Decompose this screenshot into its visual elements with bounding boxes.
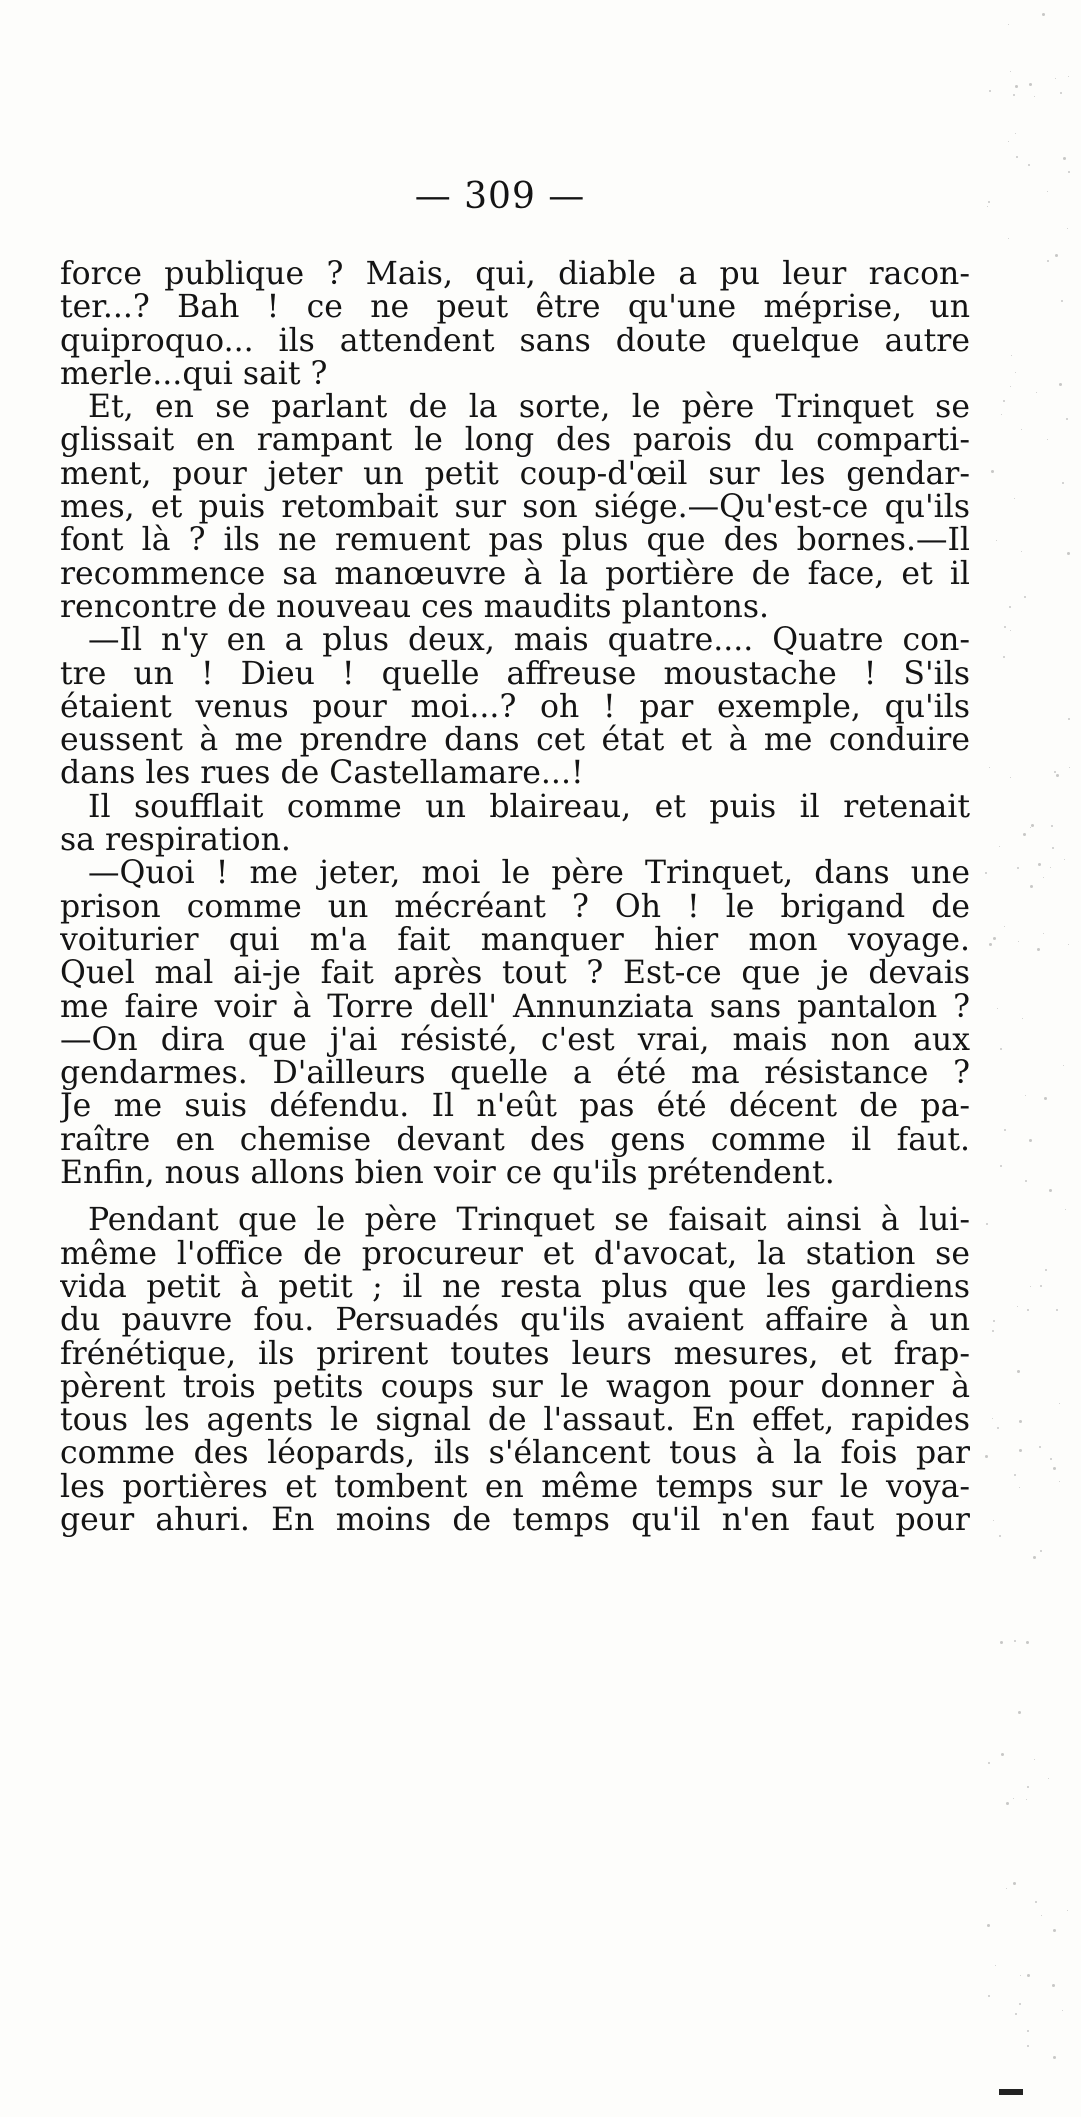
speckle xyxy=(993,937,996,940)
speckle xyxy=(1015,2013,1017,2015)
text-line: recommence sa manœuvre à la portière de face, et il xyxy=(60,557,970,591)
speckle xyxy=(1050,867,1051,868)
speckle xyxy=(1030,885,1033,888)
speckle xyxy=(1029,83,1032,86)
speckle xyxy=(1068,76,1069,77)
speckle xyxy=(1069,767,1070,768)
paragraph-gap xyxy=(60,1190,970,1204)
speckle xyxy=(1021,429,1022,430)
speckle xyxy=(989,90,991,92)
speckle xyxy=(1067,228,1068,229)
speckle xyxy=(1008,141,1009,142)
speckle xyxy=(1053,2056,1056,2059)
text-line: comme des léopards, ils s'élancent tous à la fois par xyxy=(60,1437,970,1471)
speckle xyxy=(1027,2045,1029,2047)
page-number: — 309 — xyxy=(414,176,586,217)
text-line: quiproquo... ils attendent sans doute quelque autre xyxy=(60,324,970,358)
speckle xyxy=(1067,1910,1068,1911)
text-line: Enfin, nous allons bien voir ce qu'ils prétendent. xyxy=(60,1157,835,1191)
text-line: tre un ! Dieu ! quelle affreuse moustache ! S'ils xyxy=(60,657,970,691)
speckle xyxy=(988,1995,990,1997)
text-line: glissait en rampant le long des parois du comparti- xyxy=(60,424,970,458)
speckle xyxy=(1047,191,1048,192)
speckle xyxy=(1027,1974,1030,1977)
speckle xyxy=(999,846,1000,847)
speckle xyxy=(1055,254,1058,257)
speckle xyxy=(1043,877,1044,878)
speckle xyxy=(1059,383,1062,386)
text-line: rencontre de nouveau ces maudits plantons. xyxy=(60,590,769,625)
text-line: Je me suis défendu. Il n'eût pas été décent de pa- xyxy=(60,1090,970,1124)
speckle xyxy=(1004,926,1005,927)
speckle xyxy=(1008,24,1009,25)
speckle xyxy=(1010,777,1011,778)
text-line: font là ? ils ne remuent pas plus que des bornes.—Il xyxy=(60,524,970,558)
text-line: mes, et puis retombait sur son siége.—Qu'est-ce qu'ils xyxy=(60,491,970,525)
text-line: —Quoi ! me jeter, moi le père Trinquet, dans une xyxy=(88,857,970,891)
speckle xyxy=(1000,1048,1002,1050)
speckle xyxy=(1015,372,1016,373)
speckle xyxy=(989,767,990,768)
text-line: sa respiration. xyxy=(60,824,291,858)
text-line: prison comme un mécréant ? Oh ! le brigand de xyxy=(60,890,970,924)
text-line: —On dira que j'ai résisté, c'est vrai, mais non aux xyxy=(60,1023,970,1058)
speckle xyxy=(1003,656,1005,658)
speckle xyxy=(1045,1269,1047,1271)
speckle xyxy=(1003,400,1005,402)
speckle xyxy=(1035,1901,1037,1903)
text-line: Quel mal ai-je fait après tout ? Est-ce que je devais xyxy=(60,957,970,991)
speckle xyxy=(1014,1474,1016,1476)
speckle xyxy=(1013,1882,1016,1885)
text-line: eussent à me prendre dans cet état et à me conduire xyxy=(60,724,970,758)
speckle xyxy=(1031,824,1034,827)
speckle xyxy=(1066,418,1068,420)
text-line: me faire voir à Torre dell' Annunziata sans pantalon ? xyxy=(60,990,970,1024)
text-line: Pendant que le père Trinquet se faisait ainsi à lui- xyxy=(88,1204,970,1238)
speckle xyxy=(993,1320,995,1322)
speckle xyxy=(1039,1446,1041,1448)
speckle xyxy=(995,1965,996,1966)
text-line: —Il n'y en a plus deux, mais quatre.... Quatre con- xyxy=(88,624,970,658)
speckle xyxy=(1008,238,1009,239)
speckle xyxy=(1029,1139,1032,1142)
speckle xyxy=(1004,626,1006,628)
speckle xyxy=(1052,847,1054,849)
speckle xyxy=(1026,1799,1027,1800)
text-line: étaient venus pour moi...? oh ! par exemple, qu'ils xyxy=(60,690,970,725)
speckle xyxy=(1034,1759,1035,1760)
speckle xyxy=(1022,1018,1023,1019)
speckle xyxy=(1025,1095,1026,1096)
speckle xyxy=(1028,164,1030,166)
speckle xyxy=(1019,1420,1022,1423)
speckle xyxy=(1023,833,1026,836)
text-line: voiturier qui m'a fait manquer hier mon voyage. xyxy=(60,923,970,958)
speckle xyxy=(1013,94,1015,96)
speckle xyxy=(992,1330,994,1332)
speckle xyxy=(1051,825,1053,827)
speckle xyxy=(1000,1165,1002,1167)
speckle xyxy=(1017,1306,1018,1307)
speckle xyxy=(1061,300,1063,302)
speckle xyxy=(1065,1209,1066,1210)
speckle xyxy=(1041,1915,1042,1916)
speckle xyxy=(997,1427,999,1429)
speckle xyxy=(1030,827,1031,828)
speckle xyxy=(1017,867,1019,869)
speckle xyxy=(1044,1097,1047,1100)
speckle xyxy=(1068,944,1069,945)
speckle xyxy=(1027,1786,1029,1788)
speckle xyxy=(1052,1984,1055,1987)
speckle xyxy=(988,1762,990,1764)
text-line: geur ahuri. En moins de temps qu'il n'en faut pour xyxy=(60,1503,970,1538)
speckle xyxy=(987,1924,990,1927)
text-line: raître en chemise devant des gens comme il faut. xyxy=(60,1123,970,1158)
speckle xyxy=(996,540,997,541)
speckle xyxy=(1068,171,1070,173)
speckle xyxy=(1017,1370,1020,1373)
speckle xyxy=(1014,498,1015,499)
speckle xyxy=(1060,92,1062,94)
speckle xyxy=(1047,260,1049,262)
text-line: force publique ? Mais, qui, diable a pu leur racon- xyxy=(60,258,970,292)
speckle xyxy=(1038,863,1041,866)
speckle xyxy=(1037,948,1040,951)
text-line: ter...? Bah ! ce ne peut être qu'une méprise, un xyxy=(60,291,970,325)
speckle xyxy=(1030,1286,1031,1287)
speckle xyxy=(988,201,990,203)
speckle xyxy=(1006,1802,1009,1805)
speckle xyxy=(989,943,992,946)
speckle xyxy=(1001,1753,1004,1756)
speckle xyxy=(992,1418,993,1419)
text-line: ment, pour jeter un petit coup-d'œil sur les gendar- xyxy=(60,457,970,492)
text-line: Il soufflait comme un blaireau, et puis il retenait xyxy=(88,790,970,825)
text-line: vida petit à petit ; il ne resta plus que les gardiens xyxy=(60,1270,970,1305)
speckle xyxy=(993,1520,994,1521)
speckle xyxy=(1048,1778,1049,1779)
speckle xyxy=(1036,392,1037,393)
speckle xyxy=(1027,1309,1029,1311)
speckle xyxy=(1018,1711,1021,1714)
speckle xyxy=(1004,1129,1006,1131)
speckle xyxy=(1063,157,1066,160)
body-text xyxy=(60,258,970,1537)
speckle xyxy=(1020,1975,1021,1976)
speckle xyxy=(1040,1285,1042,1287)
text-line: pèrent trois petits coups sur le wagon pour donner à xyxy=(60,1370,970,1405)
speckle xyxy=(1068,718,1070,720)
speckle xyxy=(1056,1309,1058,1311)
speckle xyxy=(1042,13,1045,16)
speckle xyxy=(985,1455,988,1458)
speckle xyxy=(1018,941,1019,942)
speckle xyxy=(1059,1403,1060,1404)
speckle xyxy=(1013,1798,1014,1799)
speckle xyxy=(1021,551,1022,552)
text-line: frénétique, ils prirent toutes leurs mesures, et frap- xyxy=(60,1337,970,1371)
speckle xyxy=(1055,78,1056,79)
speckle xyxy=(991,470,994,473)
speckle xyxy=(1049,1189,1052,1192)
speckle xyxy=(1024,596,1026,598)
speckle xyxy=(1019,1487,1020,1488)
speckle xyxy=(1062,482,1064,484)
speckle xyxy=(1026,1641,1029,1644)
speckle xyxy=(1011,355,1012,356)
speckle xyxy=(1064,859,1065,860)
text-line: même l'office de procureur et d'avocat, la station se xyxy=(60,1237,970,1271)
speckle xyxy=(1034,96,1035,97)
speckle xyxy=(1019,1449,1022,1452)
text-line: les portières et tombent en même temps sur le voya- xyxy=(60,1470,970,1504)
speckle xyxy=(987,206,988,207)
speckle xyxy=(986,1223,988,1225)
speckle xyxy=(1015,85,1018,88)
text-line: dans les rues de Castellamare...! xyxy=(60,757,584,791)
speckle xyxy=(1019,2003,1021,2005)
print-mark xyxy=(999,2089,1023,2095)
speckle xyxy=(1040,1550,1042,1552)
text-line: gendarmes. D'ailleurs quelle a été ma résistance ? xyxy=(60,1057,970,1091)
speckle xyxy=(1047,439,1048,440)
text-line: merle...qui sait ? xyxy=(60,357,328,392)
speckle xyxy=(1010,630,1011,631)
speckle xyxy=(997,1008,998,1009)
speckle xyxy=(1009,606,1011,608)
speckle xyxy=(1050,1458,1052,1460)
speckle xyxy=(1001,414,1002,415)
speckle xyxy=(1053,1929,1056,1932)
speckle xyxy=(1000,1641,1003,1644)
speckle xyxy=(1054,771,1056,773)
text-line: Et, en se parlant de la sorte, le père Trinquet se xyxy=(88,391,970,425)
speckle xyxy=(1014,1640,1016,1642)
text-line: du pauvre fou. Persuadés qu'ils avaient affaire à un xyxy=(60,1304,970,1338)
speckle xyxy=(1006,1888,1007,1889)
speckle xyxy=(1033,1556,1036,1559)
speckle xyxy=(999,1535,1001,1537)
speckle xyxy=(1027,2030,1029,2032)
speckle xyxy=(1062,2010,1063,2011)
speckle xyxy=(985,872,987,874)
speckle xyxy=(1056,774,1059,777)
speckle xyxy=(1025,1180,1027,1182)
speckle xyxy=(1053,1467,1056,1470)
speckle xyxy=(1010,71,1011,72)
speckle xyxy=(1016,156,1018,158)
speckle xyxy=(1010,386,1011,387)
speckle xyxy=(1063,1065,1064,1066)
speckle xyxy=(1015,133,1016,134)
speckle xyxy=(1067,552,1070,555)
speckle xyxy=(1059,1481,1060,1482)
text-line: tous les agents le signal de l'assaut. En effet, rapides xyxy=(60,1404,970,1438)
speckle xyxy=(1043,933,1044,934)
